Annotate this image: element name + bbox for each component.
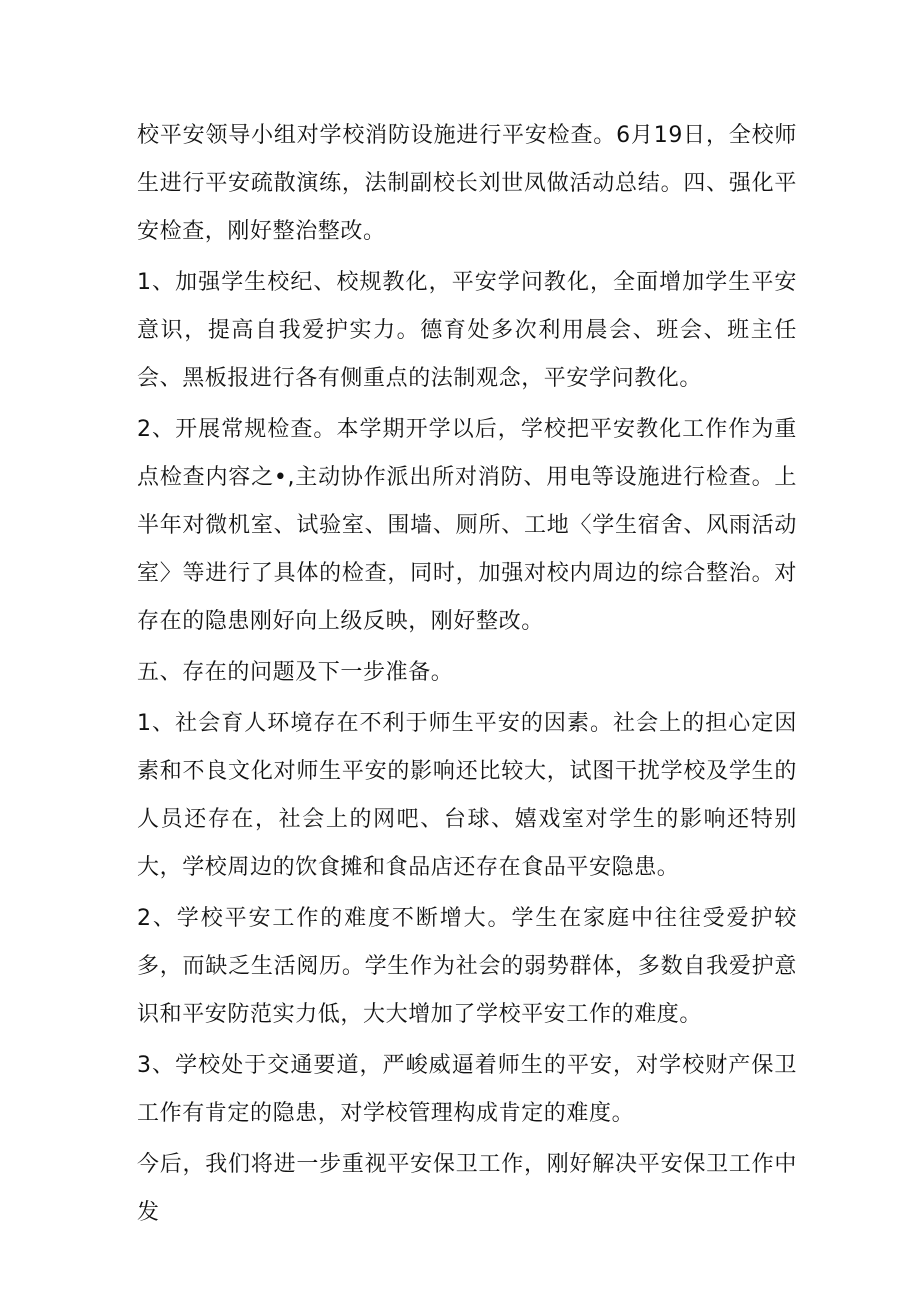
paragraph-social-environment: 1、社会育人环境存在不利于师生平安的因素。社会上的担心定因素和不良文化对师生平安的影响还比较大，试图干扰学校及学生的人员还存在，社会上的网吧、台球、嬉戏室对学生的影响还特别大，学校周边的饮食摊和食品店还存在食品平安隐患。 [137,711,797,880]
paragraph-traffic-location: 3、学校处于交通要道，严峻威逼着师生的平安，对学校财产保卫工作有肯定的隐患，对学校管理构成肯定的难度。 [137,1053,797,1126]
paragraph-future-plan: 今后，我们将进一步重视平安保卫工作，刚好解决平安保卫工作中发 [137,1152,797,1225]
paragraph-routine-inspection: 2、开展常规检查。本学期开学以后，学校把平安教化工作作为重点检查内容之•,主动协作派出所对消防、用电等设施进行检查。上半年对微机室、试验室、围墙、厕所、工地〈学生宿舍、风雨活动室〉等进行了具体的检查，同时，加强对校内周边的综合整治。对存在的隐患刚好向上级反映，刚好整改。 [137,417,797,634]
paragraph-safety-difficulty: 2、学校平安工作的难度不断增大。学生在家庭中往往受爱护较多，而缺乏生活阅历。学生作为社会的弱势群体，多数自我爱护意识和平安防范实力低，大大增加了学校平安工作的难度。 [137,906,797,1027]
section-heading-problems: 五、存在的问题及下一步准备。 [137,660,454,685]
paragraph-discipline-education: 1、加强学生校纪、校规教化，平安学问教化，全面增加学生平安意识，提高自我爱护实力。德育处多次利用晨会、班会、班主任会、黑板报进行各有侧重点的法制观念，平安学问教化。 [137,270,797,391]
paragraph-safety-inspection-intro: 校平安领导小组对学校消防设施进行平安检查。6月19日，全校师生进行平安疏散演练，法制副校长刘世凤做活动总结。四、强化平安检查，刚好整治整改。 [137,123,797,244]
document-body [137,112,797,1237]
